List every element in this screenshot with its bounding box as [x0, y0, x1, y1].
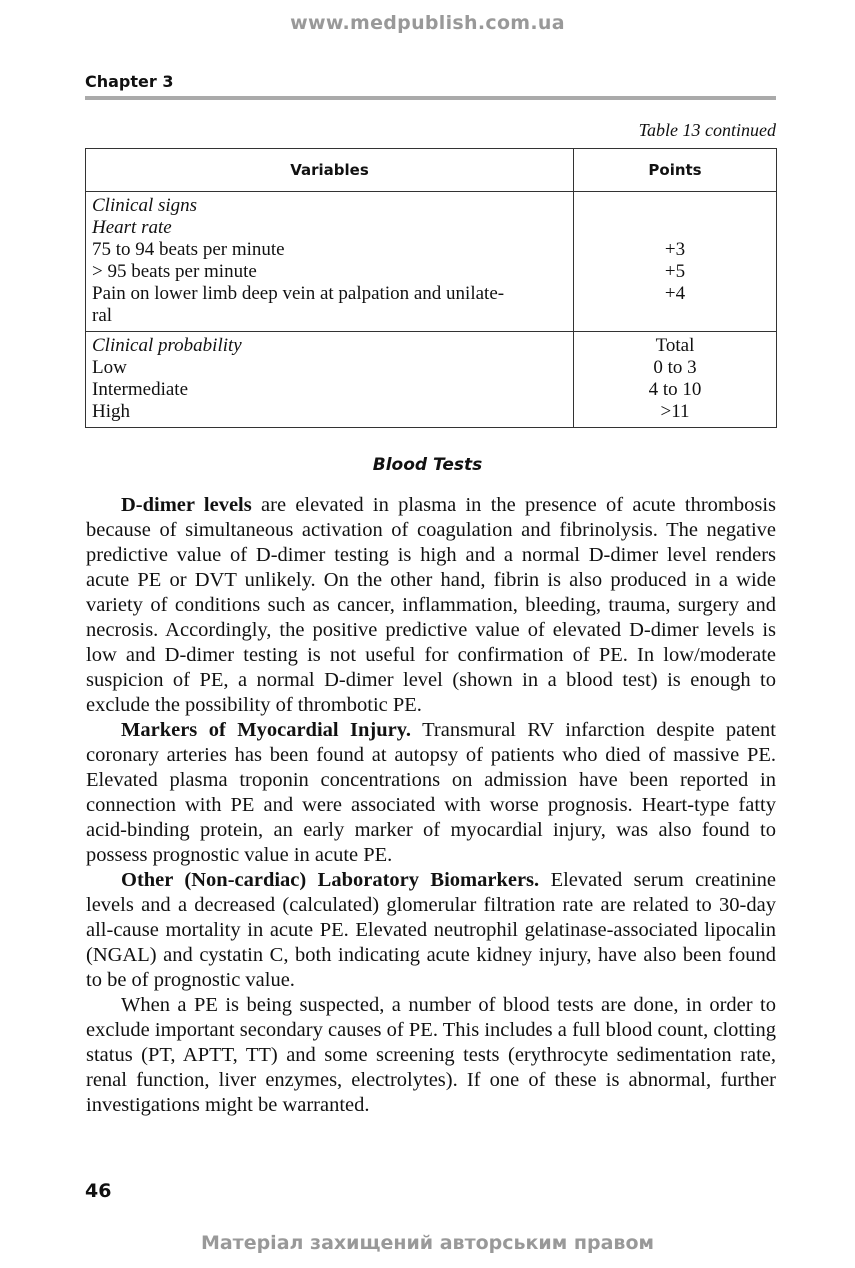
row-points: +4 — [664, 283, 686, 304]
row-label: Heart rate — [92, 217, 172, 238]
row-points — [574, 305, 776, 327]
row-points: Total — [655, 335, 695, 356]
row-label: > 95 beats per minute — [92, 261, 257, 282]
table-row-clinical-signs — [86, 192, 777, 332]
section-heading: Blood Tests — [372, 455, 483, 475]
paragraph-text: When a PE is being suspected, a number of blood tests are done, in order to exclude important secondary causes of PE. This includes a full blood count, clotting status (PT, APTT, TT) and some screening tests (erythrocyte sedimentation rate, renal function, liver enzymes, electrolytes). If one of these is abnormal, further investigations might be warranted. — [86, 994, 776, 1116]
chapter-label: Chapter 3 — [85, 72, 174, 91]
row-label: High — [92, 401, 130, 422]
row-label: Clinical probability — [92, 335, 242, 356]
paragraph-lead: Markers of Myocardial Injury. — [121, 719, 412, 741]
points-cell — [574, 332, 777, 428]
page-number: 46 — [85, 1180, 112, 1202]
paragraph — [86, 493, 776, 718]
table-header-row — [86, 149, 777, 192]
table-caption: Table 13 continued — [638, 120, 776, 140]
row-points: 0 to 3 — [653, 357, 697, 378]
paragraph — [86, 868, 776, 993]
table-row-clinical-probability — [86, 332, 777, 428]
row-label: Intermediate — [92, 379, 189, 400]
copyright-watermark: Матеріал захищений авторським правом — [200, 1232, 655, 1254]
row-points — [574, 195, 776, 217]
site-watermark: www.medpublish.com.ua — [290, 12, 565, 34]
row-points: 4 to 10 — [648, 379, 702, 400]
row-points: +3 — [664, 239, 686, 260]
paragraph — [86, 993, 776, 1118]
row-label: Low — [92, 357, 127, 378]
body-text — [86, 493, 776, 1118]
variables-cell — [86, 332, 574, 428]
points-cell — [574, 192, 777, 332]
header-divider — [85, 96, 776, 100]
paragraph — [86, 718, 776, 868]
row-points — [574, 217, 776, 239]
paragraph-text: Transmural RV infarction despite patent coronary arteries has been found at autopsy of patients who died of massive PE. Elevated plasma troponin concentrations on admission have been reported in connection with PE and were associated with worse prognosis. Heart-type fatty acid-binding protein, an early marker of myocardial injury, was also found to possess prognostic value in acute PE. — [86, 719, 777, 866]
column-header-variables: Variables — [86, 149, 574, 192]
row-label: ral — [92, 305, 113, 326]
row-points: >11 — [660, 401, 690, 422]
row-label: Pain on lower limb deep vein at palpation and unilate- — [92, 283, 505, 304]
row-label: Clinical signs — [92, 195, 198, 216]
column-header-points: Points — [574, 149, 777, 192]
paragraph-text: Elevated serum creatinine levels and a decreased (calculated) glomerular filtration rate are related to 30-day all-cause mortality in acute PE. Elevated neutrophil gelatinase-associated lipocalin (NGAL) and cystatin C, both indicating acute kidney injury, have also been found to be of prognostic value. — [86, 869, 776, 991]
scoring-table — [85, 148, 777, 428]
variables-cell — [86, 192, 574, 332]
row-label: 75 to 94 beats per minute — [92, 239, 285, 260]
paragraph-text: are elevated in plasma in the presence of acute thrombosis because of simultaneous activation of coagulation and fibrinolysis. The negative predictive value of D-dimer testing is high and a normal D-dimer level renders acute PE or DVT unlikely. On the other hand, fibrin is also produced in a wide variety of conditions such as cancer, inflammation, bleeding, trauma, surgery and necrosis. Accordingly, the positive predictive value of elevated D-dimer levels is low and D-dimer testing is not useful for confirmation of PE. In low/moderate suspicion of PE, a normal D-dimer level (shown in a blood test) is enough to exclude the possibility of thrombotic PE. — [86, 494, 776, 716]
row-points: +5 — [664, 261, 686, 282]
paragraph-lead: Other (Non-cardiac) Laboratory Biomarkers. — [121, 869, 540, 891]
paragraph-lead: D-dimer levels — [121, 494, 252, 516]
